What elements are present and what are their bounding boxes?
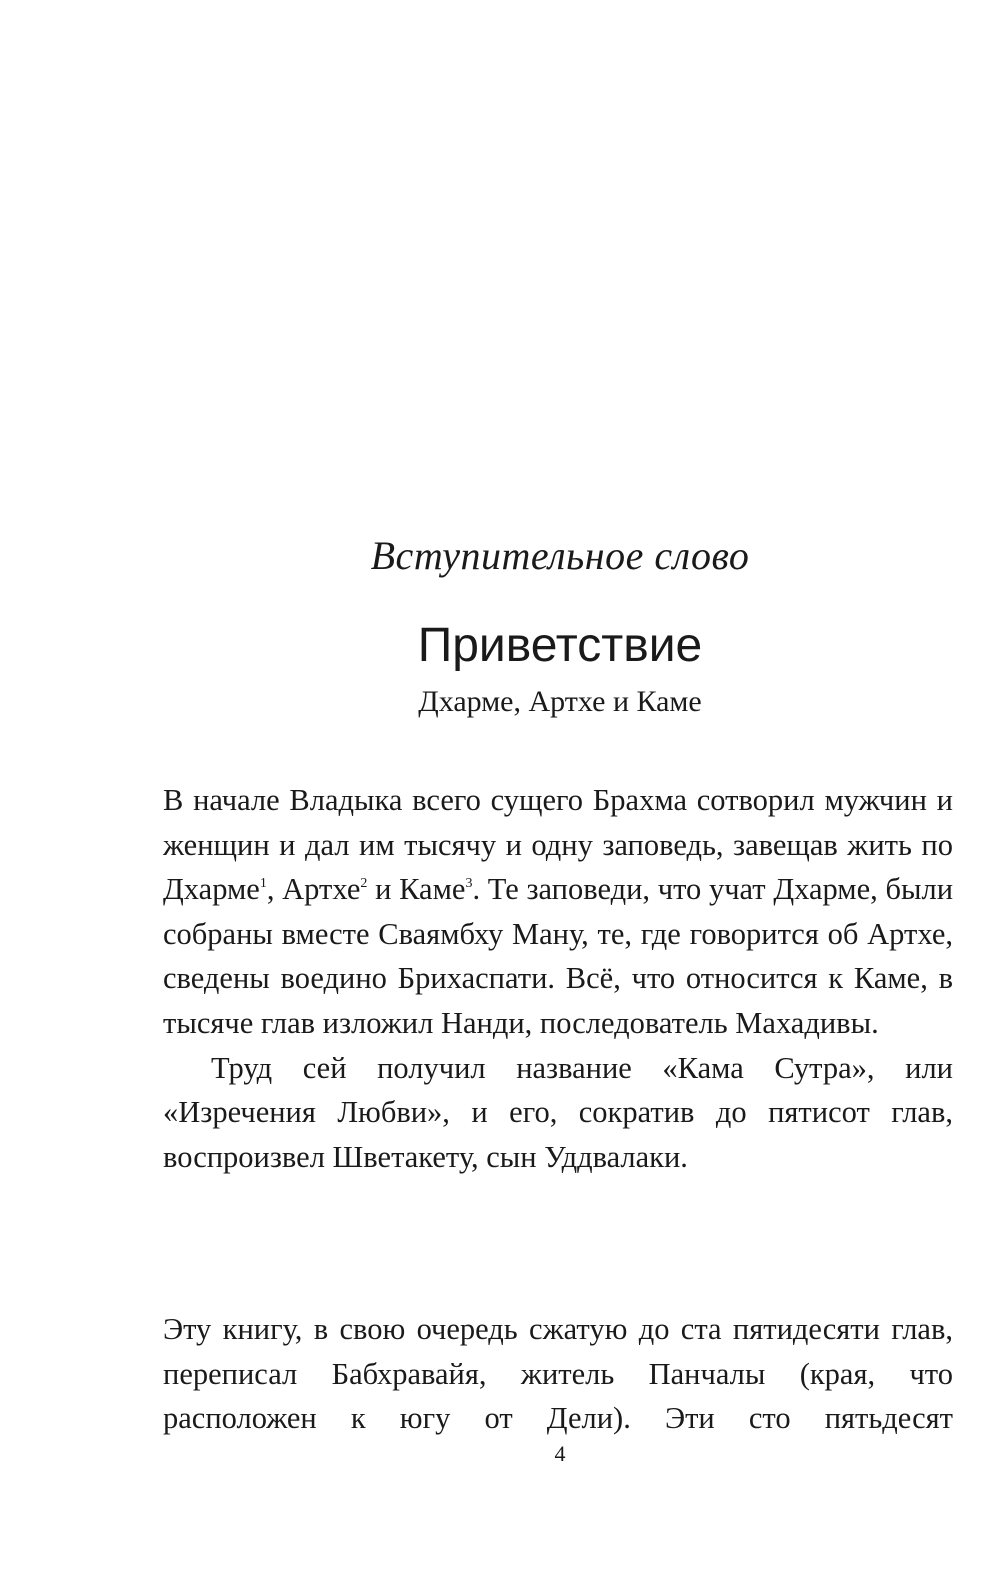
footnote-ref-3: 3	[465, 876, 473, 892]
footnote-ref-2: 2	[360, 876, 368, 892]
paragraph-1: В начале Владыка всего сущего Брахма сотворил мужчин и женщин и дал им тысячу и одну заповедь, завещав жить по Дхарме$^1$, Артхе$^2$ и Каме$^3$. Те заповеди, что учат Дхарме, были собраны вместе Сваямбху Ману, те, где говорится об Артхе, сведены воедино Брихаспати. Всё, что относится к Каме, в тысяче глав изложил Нанди, последователь Махадивы.	[163, 783, 954, 1040]
chapter-title: Приветствие	[417, 619, 703, 672]
body-text-upper	[163, 778, 953, 1179]
chapter-subtitle: Дхарме, Артхе и Каме	[418, 685, 702, 718]
section-label: Вступительное слово	[370, 533, 750, 578]
footnote-ref-1: 1	[259, 876, 267, 892]
body-text-lower	[163, 1307, 953, 1441]
paragraph-2: Труд сей получил название «Кама Сутра», или «Изречения Любви», и его, сократив до пятисот глав, воспроизвел Шветакету, сын Уддвалаки.	[163, 1050, 953, 1174]
page-number: 4	[554, 1441, 566, 1466]
paragraph-3: Эту книгу, в свою очередь сжатую до ста пятидесяти глав, переписал Бабхравайя, житель Панчалы (края, что расположен к югу от Дели). Эти сто пятьдесят	[163, 1312, 953, 1436]
